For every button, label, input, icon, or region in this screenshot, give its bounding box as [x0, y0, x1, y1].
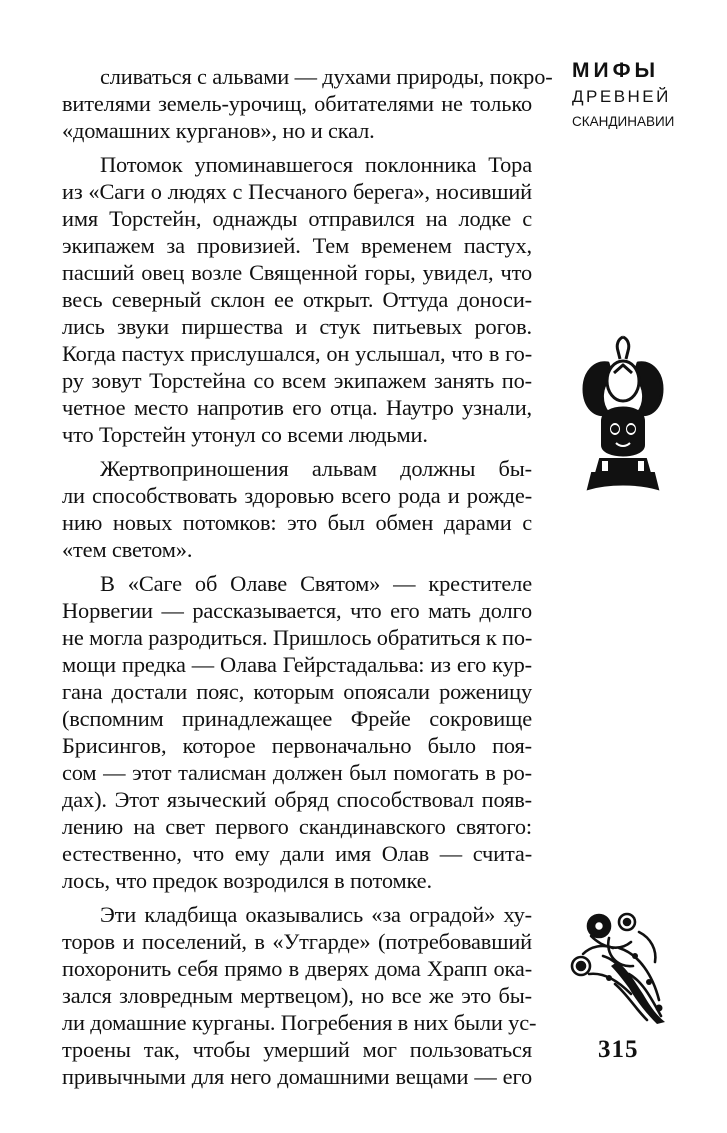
text-line: естественно, что ему дали имя Олав — счита- — [62, 841, 532, 866]
text-line: зался зловредным мертвецом), но все же это бы- — [62, 983, 532, 1008]
text-line: Брисингов, которое первоначально было поя- — [62, 733, 532, 758]
text-line: В «Саге об Олаве Святом» — крестителе — [100, 571, 532, 596]
text-line: нию новых потомков: это был обмен дарами с — [62, 510, 532, 535]
paragraph — [62, 570, 532, 894]
text-line: весь северный склон ее открыт. Оттуда доноси- — [62, 287, 532, 312]
paragraph — [62, 63, 553, 144]
text-line: Жертвоприношения альвам должны бы- — [100, 456, 532, 481]
text-line: похоронить себя прямо в дверях дома Храпп ока- — [62, 956, 532, 981]
text-line: «тем светом». — [62, 537, 193, 562]
text-line: гана достали пояс, которым опоясали роженицу — [62, 679, 532, 704]
text-line: из «Саги о людях с Песчаного берега», носивший — [62, 179, 532, 204]
norse-idol-figure-icon — [578, 333, 668, 495]
text-line: сом — этот талисман должен был помогать в ро- — [62, 760, 532, 785]
paragraph — [62, 455, 532, 563]
text-line: лению на свет первого скандинавского святого: — [62, 814, 532, 839]
text-line: Когда пастух прислушался, он услышал, что в го- — [62, 341, 532, 366]
text-line: троены так, чтобы умерший мог пользоваться — [62, 1037, 532, 1062]
paragraph — [62, 151, 532, 448]
body-text — [62, 63, 553, 1097]
paragraph — [62, 901, 537, 1090]
text-line: ру зовут Торстейна со всем экипажем занять по- — [62, 368, 532, 393]
text-line: ли домашние курганы. Погребения в них были ус- — [62, 1010, 537, 1035]
text-line: пасший овец возле Священной горы, увидел, что — [62, 260, 532, 285]
text-line: торов и поселений, в «Утгарде» (потребовавший — [62, 929, 532, 954]
text-line: Эти кладбища оказывались «за оградой» ху- — [100, 902, 532, 927]
text-line: не могла разродиться. Пришлось обратиться к по- — [62, 625, 533, 650]
text-line: Потомок упоминавшегося поклонника Тора — [100, 152, 532, 177]
page-number: 315 — [598, 1036, 639, 1063]
text-line: имя Торстейн, однажды отправился на лодке с — [62, 206, 532, 231]
running-header-line-2: ДРЕВНЕЙ — [572, 87, 671, 106]
text-line: Норвегии — рассказывается, что его мать долго — [62, 598, 532, 623]
text-line: дах). Этот языческий обряд способствовал появ- — [62, 787, 532, 812]
text-line: сливаться с альвами — духами природы, покро- — [100, 64, 553, 89]
text-line: привычными для него домашними вещами — его — [62, 1064, 532, 1089]
text-line: четное место напротив его отца. Наутро узнали, — [62, 395, 532, 420]
running-header — [572, 58, 676, 134]
text-line: «домашних курганов», но и скал. — [62, 118, 375, 143]
running-header-line-1: МИФЫ — [572, 59, 660, 82]
text-line: ли способствовать здоровью всего рода и рожде- — [62, 483, 532, 508]
running-header-line-3: СКАНДИНАВИИ — [572, 114, 675, 129]
norse-interlace-beast-icon — [569, 908, 671, 1026]
text-line: что Торстейн утонул со всеми людьми. — [62, 422, 428, 447]
text-line: лись звуки пиршества и стук питьевых рогов. — [62, 314, 532, 339]
text-line: мощи предка — Олава Гейрстадальва: из его кур- — [62, 652, 532, 677]
text-line: экипажем за провизией. Тем временем пастух, — [62, 233, 532, 258]
text-line: лось, что предок возродился в потомке. — [62, 868, 432, 893]
text-line: (вспомним принадлежащее Фрейе сокровище — [62, 706, 532, 731]
text-line: вителями земель-урочищ, обитателями не только — [62, 91, 532, 116]
